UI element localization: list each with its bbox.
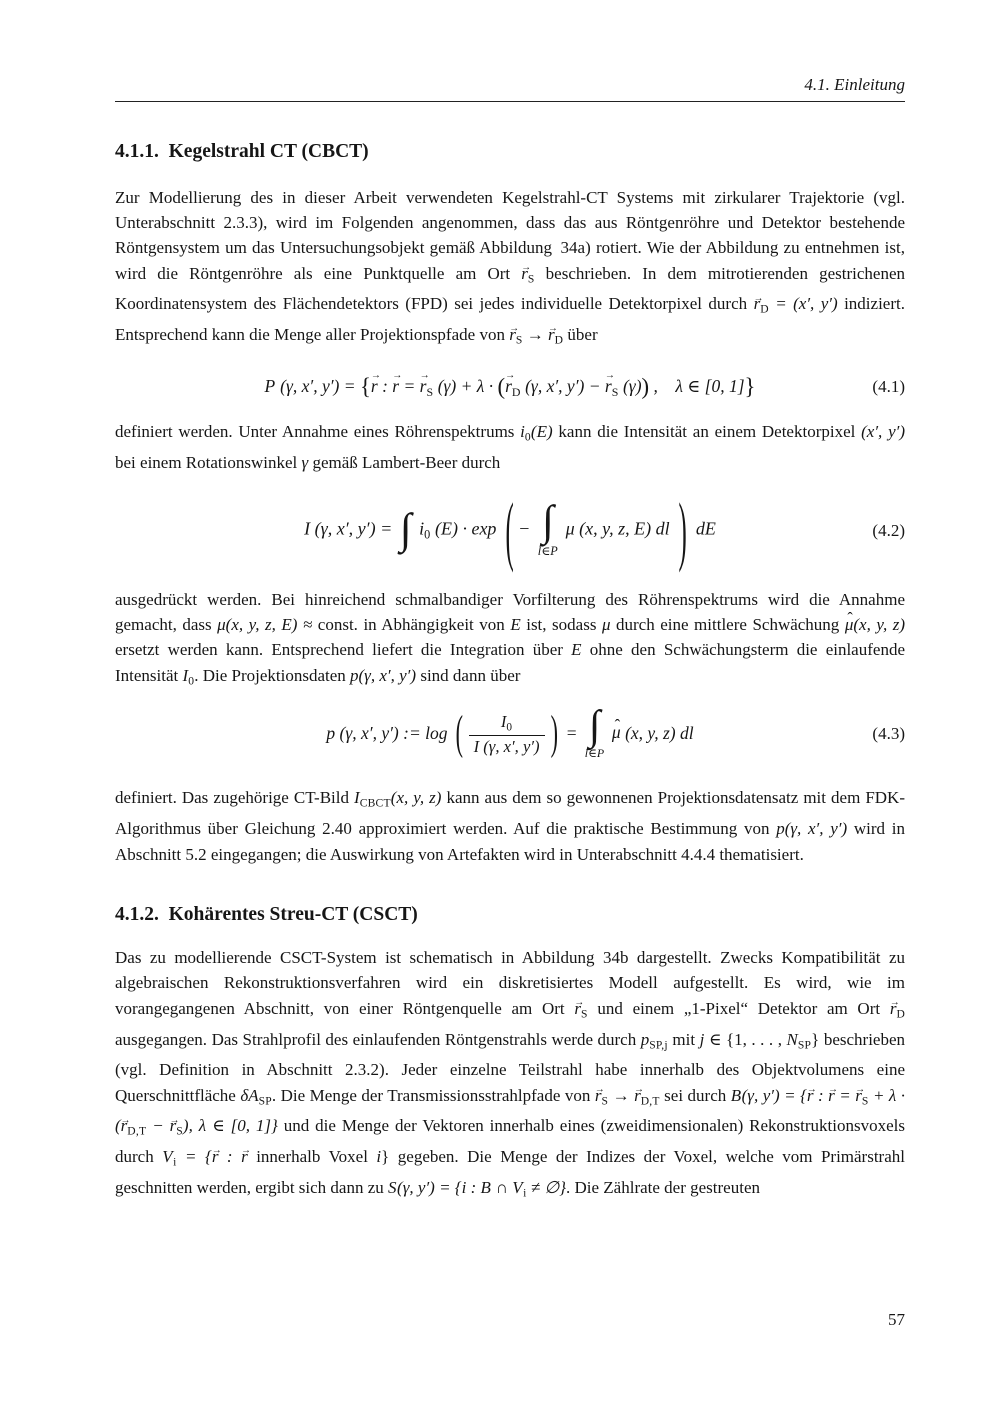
- equation-4-1-body: P (γ, x′, y′) = {r → : r → = $r \to_S$ $(\gamma) + \lambda \cdot (r \to_D$ (γ, x′, $y') - r \to_S$ (γ)) , λ ∈ [0, 1]}: [179, 372, 841, 402]
- paragraph-roehrenspektrum: definiert werden. Unter Annahme eines Röhrenspektrums $i_0(E)$ kann die Intensität an einem Detektorpixel (x′, y′) bei einem Rotationswinkel γ gemäß Lambert-Beer durch: [115, 421, 905, 472]
- page-number: 57: [888, 1310, 905, 1329]
- equation-4-3: [115, 695, 905, 773]
- text-column: [115, 0, 905, 1206]
- header-rule: [115, 101, 905, 102]
- paragraph-cbct-intro: Zur Modellierung des in dieser Arbeit verwendeten Kegelstrahl-CT Systems mit zirkularer Trajektorie (vgl. Unterabschnitt 2.3.3), wird im Folgenden angenommen, dass das aus Röntgenröhre und Detektor bestehende Röntgensystem um das Untersuchungsobjekt gemäß Abbildung 34a) rotiert. Wie der Abbildung zu entnehmen ist, wird die Röntgenröhre als eine Punktquelle am Ort $r \to_S$ beschrieben. In dem mitrotierenden gestrichenen Koordinatensystem des Flächendetektors (FPD) sei jedes individuelle Detektorpixel durch $r \to_D = (x'$, y′) indiziert. Entsprechend kann die Menge aller Projektionspfade von $r \to_S \to r \to_D$ über: [115, 185, 905, 353]
- paragraph-schwaechung: ausgedrückt werden. Bei hinreichend schmalbandiger Vorfilterung des Röhrenspektrums wird die Annahme gemacht, dass μ(x, y, z, E) ≈ const. in Abhängigkeit von E ist, sodass μ durch eine mittlere Schwächung μ ˆ(x, y, z) ersetzt werden kann. Entsprechend liefert die Integration über E ohne den Schwächungsterm die einlaufende Intensität $I_0$. Die Projektionsdaten p(γ, x′, y′) sind dann über: [115, 587, 905, 694]
- paragraph-fdk: definiert. Das zugehörige CT-Bild $I_{CBCT}(x$, y, z) kann aus dem so gewonnenen Projektionsdatensatz mit dem FDK-Algorithmus über Gleichung 2.40 approximiert werden. Auf die praktische Bestimmung von p(γ, x′, y′) wird in Abschnitt 5.2 eingegangen; die Auswirkung von Artefakten wird in Unterabschnitt 4.4.4 thematisiert.: [115, 788, 905, 864]
- equation-4-2-body: I (γ, x′, y′) = ∫ $i_0$ (E) · exp ( − ∫ l∈P μ (x, y, z, E) dl ) dE: [304, 487, 716, 574]
- equation-4-1-number: (4.1): [872, 376, 905, 396]
- section-heading-4-1-2: 4.1.2. Kohärentes Streu-CT (CSCT): [115, 903, 418, 925]
- section-heading-4-1-1: 4.1.1. Kegelstrahl CT (CBCT): [115, 141, 369, 163]
- equation-4-2-number: (4.2): [872, 520, 905, 540]
- paragraph-csct: Das zu modellierende CSCT-System ist schematisch in Abbildung 34b dargestellt. Zwecks Kompatibilität zu algebraischen Rekonstruktionsverfahren wird ein diskretisiertes Modell aufgestellt. Es wird, wie im vorangegangenen Abschnitt, von einer Röntgenquelle am Ort $r \to_S$ und einem „1-Pixel“ Detektor am Ort $r \to_D$ ausgegangen. Das Strahlprofil des einlaufenden Röntgenstrahls werde durch $p_{SP,j}$ mit j ∈ {1, . . . , $N_{SP}$} beschrieben (vgl. Definition in Abschnitt 2.3.2). Jeder einzelne Teilstrahl habe innerhalb des Objektvolumens eine Querschnittfläche $\delta A_{SP}$. Die Menge der Transmissionsstrahlpfade von $r \to_S \to r \to_{D,T}$ sei durch B(γ, y′) = {r → : r → = $r \to_S + \lambda \cdot (r \to_{D,T} - r \to_S)$, λ ∈ [0, 1]} und die Menge der Vektoren innerhalb eines (zweidimensionalen) Rekonstruktionsvoxels durch $V_i = \{r$ → : r → innerhalb Voxel i} gegeben. Die Menge der Indizes der Voxel, welche vom Primärstrahl geschnitten werden, ergibt sich dann zu S(γ, y′) = {i : B ∩ $V_i$ ≠ ∅}. Die Zählrate der gestreuten: [115, 945, 905, 1205]
- equation-4-1: [115, 365, 905, 409]
- equation-4-3-body: p (γ, x′, y′) := log ( $\frac{I_0}{I (\gamma, x', y')}$ ) = ∫ l∈P μ ˆ (x, y, z) dl: [179, 709, 841, 761]
- running-header: 4.1. Einleitung: [804, 75, 905, 94]
- equation-4-2: [115, 481, 905, 581]
- equation-4-3-number: (4.3): [872, 724, 905, 744]
